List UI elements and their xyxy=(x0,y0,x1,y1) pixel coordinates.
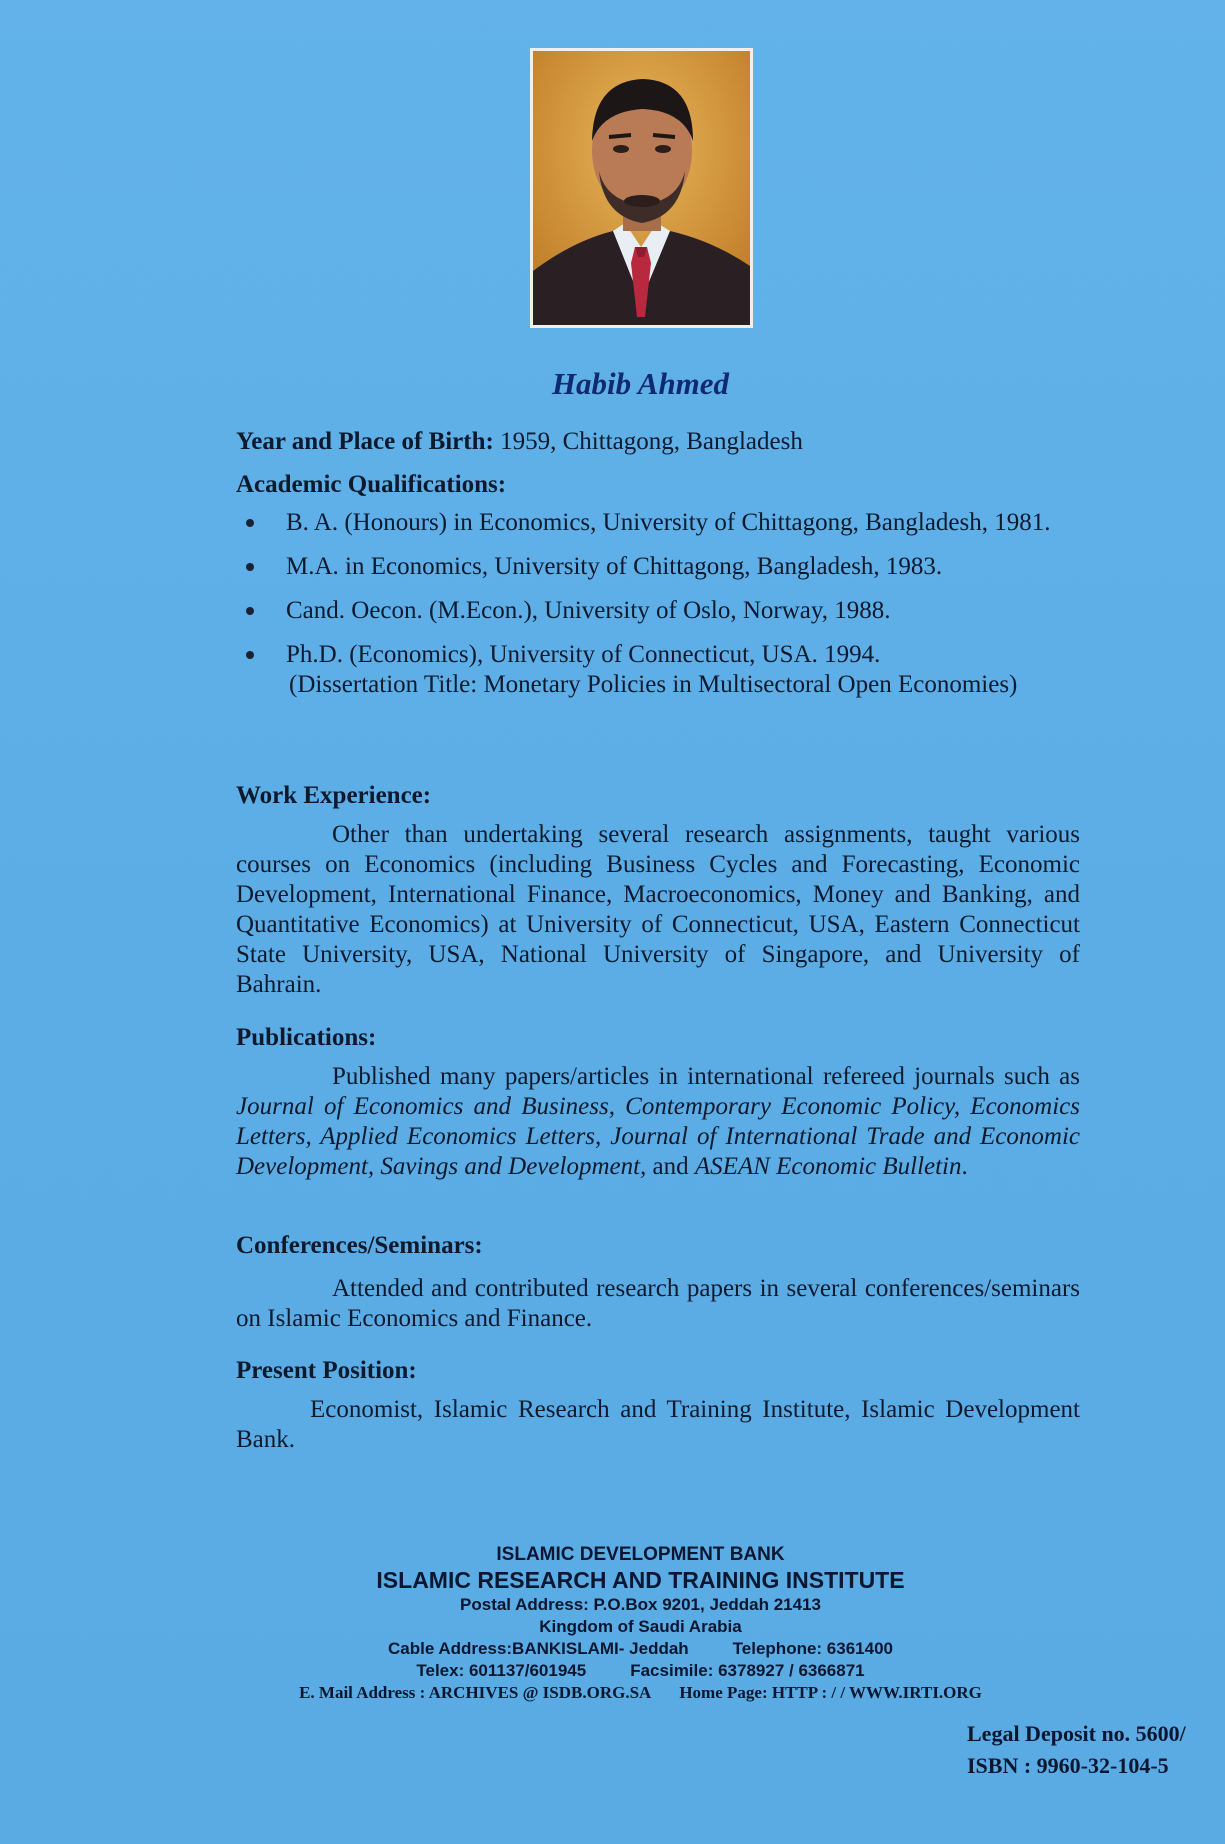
list-item xyxy=(236,596,1080,626)
qualification-text: B. A. (Honours) in Economics, University of Chittagong, Bangladesh, 1981. xyxy=(286,509,1051,536)
footer-country: Kingdom of Saudi Arabia xyxy=(539,1617,742,1636)
legal-info xyxy=(967,1718,1186,1782)
bullet-icon xyxy=(246,563,254,571)
conferences-heading: Conferences/Seminars: xyxy=(236,1232,483,1259)
footer-cable: Cable Address:BANKISLAMI- Jeddah xyxy=(387,1639,689,1658)
list-item xyxy=(236,640,1080,699)
qualification-text: Cand. Oecon. (M.Econ.), University of Oslo, Norway, 1988. xyxy=(286,597,891,624)
footer-telex: Telex: 601137/601945 xyxy=(416,1661,587,1680)
footer-cable-line xyxy=(0,1638,1225,1660)
footer-contact xyxy=(0,1543,1225,1704)
qualifications-list xyxy=(236,508,1080,713)
footer-email: E. Mail Address : ARCHIVES @ ISDB.ORG.SA xyxy=(299,1683,652,1702)
author-name: Habib Ahmed xyxy=(551,366,730,401)
footer-bank: ISLAMIC DEVELOPMENT BANK xyxy=(496,1544,785,1565)
footer-web-line xyxy=(0,1682,1225,1704)
author-photo xyxy=(530,48,753,328)
footer-institute: ISLAMIC RESEARCH AND TRAINING INSTITUTE xyxy=(376,1567,905,1593)
list-item xyxy=(236,508,1080,538)
legal-deposit: Legal Deposit no. 5600/ xyxy=(967,1721,1186,1746)
academic-heading: Academic Qualifications: xyxy=(236,471,507,498)
bullet-icon xyxy=(246,651,254,659)
bullet-icon xyxy=(246,607,254,615)
bullet-icon xyxy=(246,519,254,527)
publications-conj: and xyxy=(652,1153,689,1180)
isbn: ISBN : 9960-32-104-5 xyxy=(967,1753,1169,1778)
position-text: Economist, Islamic Research and Training Institute, Islamic Development Bank. xyxy=(236,1396,1080,1453)
qualification-text: Ph.D. (Economics), University of Connecticut, USA. 1994. xyxy=(286,641,881,668)
journals-list: Journal of Economics and Business, Contemporary Economic Policy, Economics Letters, Applied Economics Letters, Journal of International Trade and Economic Development, Savings and Development, xyxy=(236,1093,1080,1180)
publications-intro: Published many papers/articles in international refereed journals such as xyxy=(332,1063,1080,1090)
journal-last: ASEAN Economic Bulletin xyxy=(694,1153,962,1180)
conferences-text: Attended and contributed research papers in several conferences/seminars on Islamic Economics and Finance. xyxy=(236,1275,1080,1332)
work-text: Other than undertaking several research assignments, taught various courses on Economics (including Business Cycles and Forecasting, Economic Development, International Finance, Macroeconomics, Money and Banking, and Quantitative Economics) at University of Connecticut, USA, Eastern Connecticut State University, USA, National University of Singapore, and University of Bahrain. xyxy=(236,821,1080,998)
birth-label: Year and Place of Birth: xyxy=(236,428,494,455)
publications-text xyxy=(236,1062,1080,1182)
footer-postal: Postal Address: P.O.Box 9201, Jeddah 21413 xyxy=(460,1595,821,1614)
footer-homepage: Home Page: HTTP : / / WWW.IRTI.ORG xyxy=(679,1683,982,1702)
footer-fax: Facsimile: 6378927 / 6366871 xyxy=(630,1661,865,1680)
publications-heading: Publications: xyxy=(236,1024,377,1051)
list-item xyxy=(236,552,1080,582)
publications-end: . xyxy=(961,1153,968,1180)
footer-telex-line xyxy=(0,1660,1225,1682)
dissertation-title: (Dissertation Title: Monetary Policies in Multisectoral Open Economies) xyxy=(289,671,1018,698)
birth-value: 1959, Chittagong, Bangladesh xyxy=(500,428,803,455)
birth-info xyxy=(236,427,803,457)
work-heading: Work Experience: xyxy=(236,782,432,809)
footer-telephone: Telephone: 6361400 xyxy=(732,1639,893,1658)
position-heading: Present Position: xyxy=(236,1357,417,1384)
qualification-text: M.A. in Economics, University of Chittagong, Bangladesh, 1983. xyxy=(286,553,943,580)
